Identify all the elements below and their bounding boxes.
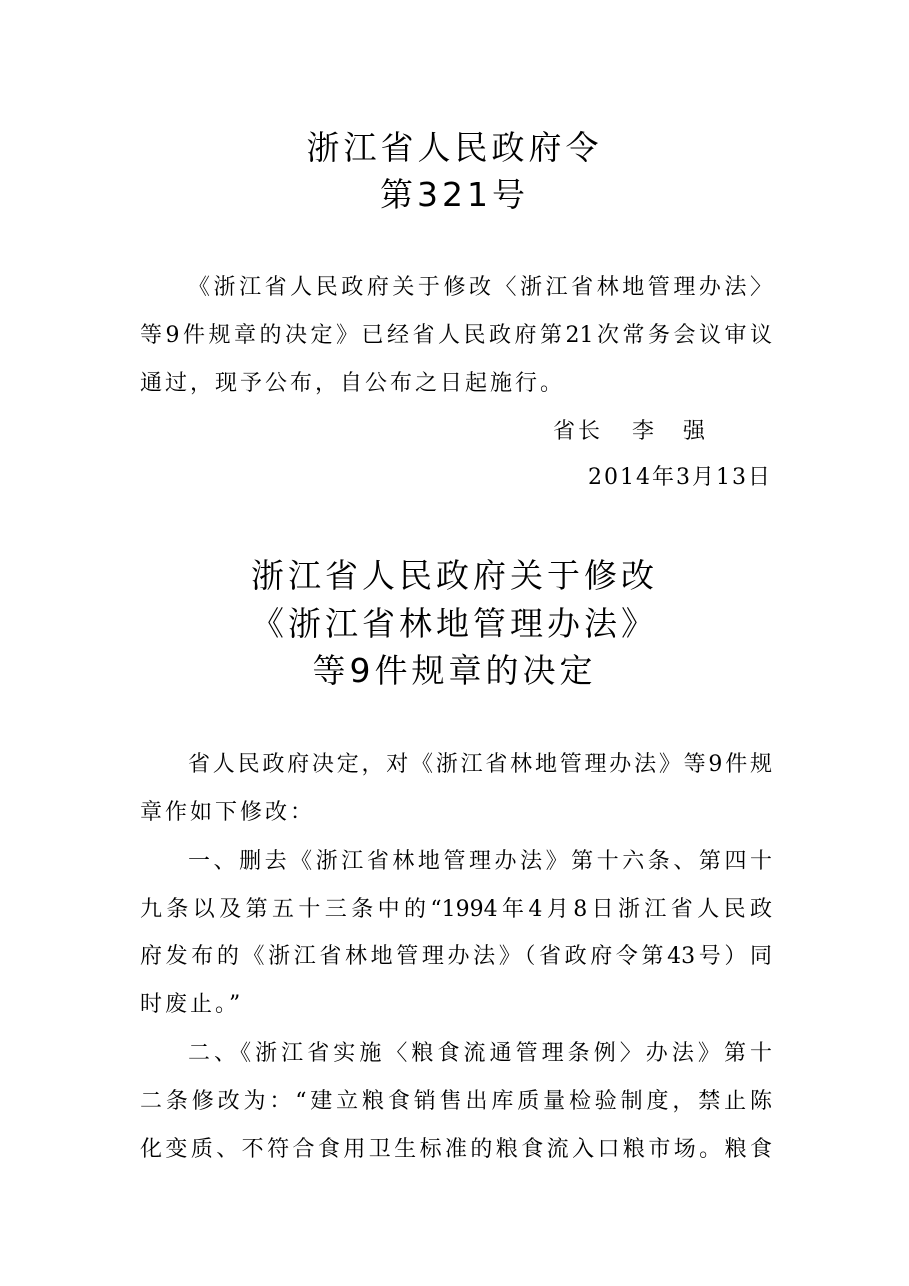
signer-block (553, 417, 705, 447)
preamble-line-3: 通过，现予公布，自公布之日起施行。 (140, 371, 566, 396)
decision-title-line-1: 浙江省人民政府关于修改 (251, 556, 658, 595)
preamble-line-2: 等9件规章的决定》已经省人民政府第21次常务会议审议 (140, 323, 772, 348)
signer-name-second: 强 (683, 419, 706, 444)
item1-line-4: 时废止。” (140, 992, 244, 1017)
signer-name-first: 李 (632, 419, 655, 444)
item1-line-3: 府发布的《浙江省林地管理办法》（省政府令第43号）同 (140, 944, 772, 969)
item1-line-1: 一、删去《浙江省林地管理办法》第十六条、第四十 (188, 849, 772, 874)
item1-line-2: 九条以及第五十三条中的“1994年4月8日浙江省人民政 (140, 897, 772, 922)
intro-line-1: 省人民政府决定，对《浙江省林地管理办法》等9件规 (188, 752, 772, 777)
preamble-line-1: 《浙江省人民政府关于修改〈浙江省林地管理办法〉 (188, 275, 772, 300)
intro-line-2: 章作如下修改： (140, 800, 316, 825)
decision-title-line-2: 《浙江省林地管理办法》 (251, 604, 658, 643)
item2-line-2: 二条修改为：“建立粮食销售出库质量检验制度，禁止陈 (140, 1089, 772, 1114)
item2-line-1: 二、《浙江省实施〈粮食流通管理条例〉办法》第十 (188, 1041, 772, 1066)
item2-line-3: 化变质、不符合食用卫生标准的粮食流入口粮市场。粮食 (140, 1137, 772, 1162)
order-issuer-title: 浙江省人民政府令 (306, 128, 603, 167)
signature-date: 2014年3月13日 (588, 465, 772, 490)
order-number-title: 第321号 (380, 175, 529, 214)
decision-title-line-3: 等9件规章的决定 (312, 651, 597, 690)
signer-title: 省长 (553, 419, 604, 444)
